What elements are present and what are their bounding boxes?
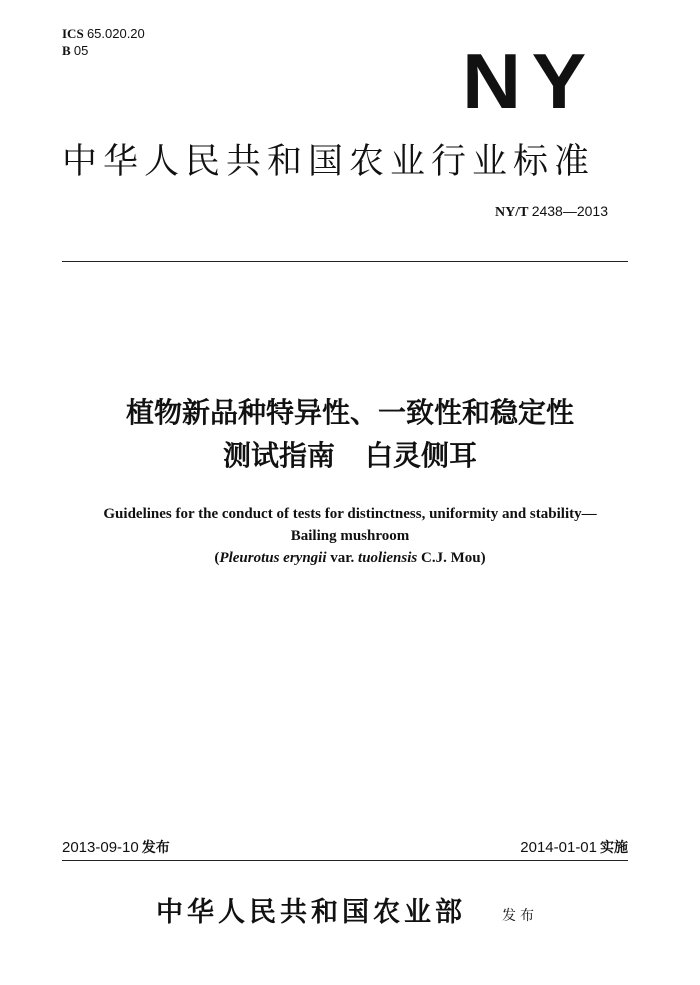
standard-number-prefix: NY/T	[495, 205, 529, 220]
english-title-line2: Bailing mushroom	[290, 528, 410, 544]
scientific-name-author: C.J. Mou	[417, 550, 481, 566]
chinese-title-part-a: 测试指南	[222, 439, 335, 472]
implementation-date-value: 2014-01-01	[520, 839, 597, 856]
ny-logo: NY	[462, 37, 597, 125]
issue-date-value: 2013-09-10	[62, 839, 139, 856]
standard-title: 中华人民共和国农业行业标准	[62, 142, 596, 182]
standard-number-value: 2438—2013	[531, 203, 608, 219]
issuing-ministry: 中华人民共和国农业部	[156, 897, 466, 928]
scientific-name-close: )	[480, 550, 486, 566]
scientific-name-open: (	[214, 550, 220, 566]
chinese-title-line1: 植物新品种特异性、一致性和稳定性	[125, 396, 574, 429]
scientific-name-genus: Pleurotus eryngii	[219, 550, 327, 566]
ics-code: 65.020.20	[86, 26, 145, 41]
implementation-date	[520, 837, 628, 857]
implementation-date-label: 实施	[600, 840, 628, 856]
category-code: 05	[73, 43, 89, 58]
top-divider	[62, 261, 628, 262]
classification-block	[62, 25, 145, 59]
ics-row	[62, 25, 145, 42]
issuing-label: 发布	[502, 908, 538, 924]
chinese-title-line2	[0, 436, 700, 476]
ics-label: ICS	[62, 26, 84, 41]
english-title-line1: Guidelines for the conduct of tests for distinctness, uniformity and stability—	[103, 506, 597, 522]
issue-date	[62, 837, 170, 857]
chinese-title-part-b: 白灵侧耳	[365, 439, 478, 472]
category-label: B	[62, 43, 71, 58]
scientific-name-var: var.	[326, 550, 359, 566]
scientific-name-variety: tuoliensis	[358, 550, 418, 566]
standard-number	[495, 203, 608, 221]
bottom-divider	[62, 860, 628, 861]
issue-date-label: 发布	[141, 840, 170, 856]
category-row	[62, 42, 145, 59]
scientific-name	[0, 547, 700, 569]
